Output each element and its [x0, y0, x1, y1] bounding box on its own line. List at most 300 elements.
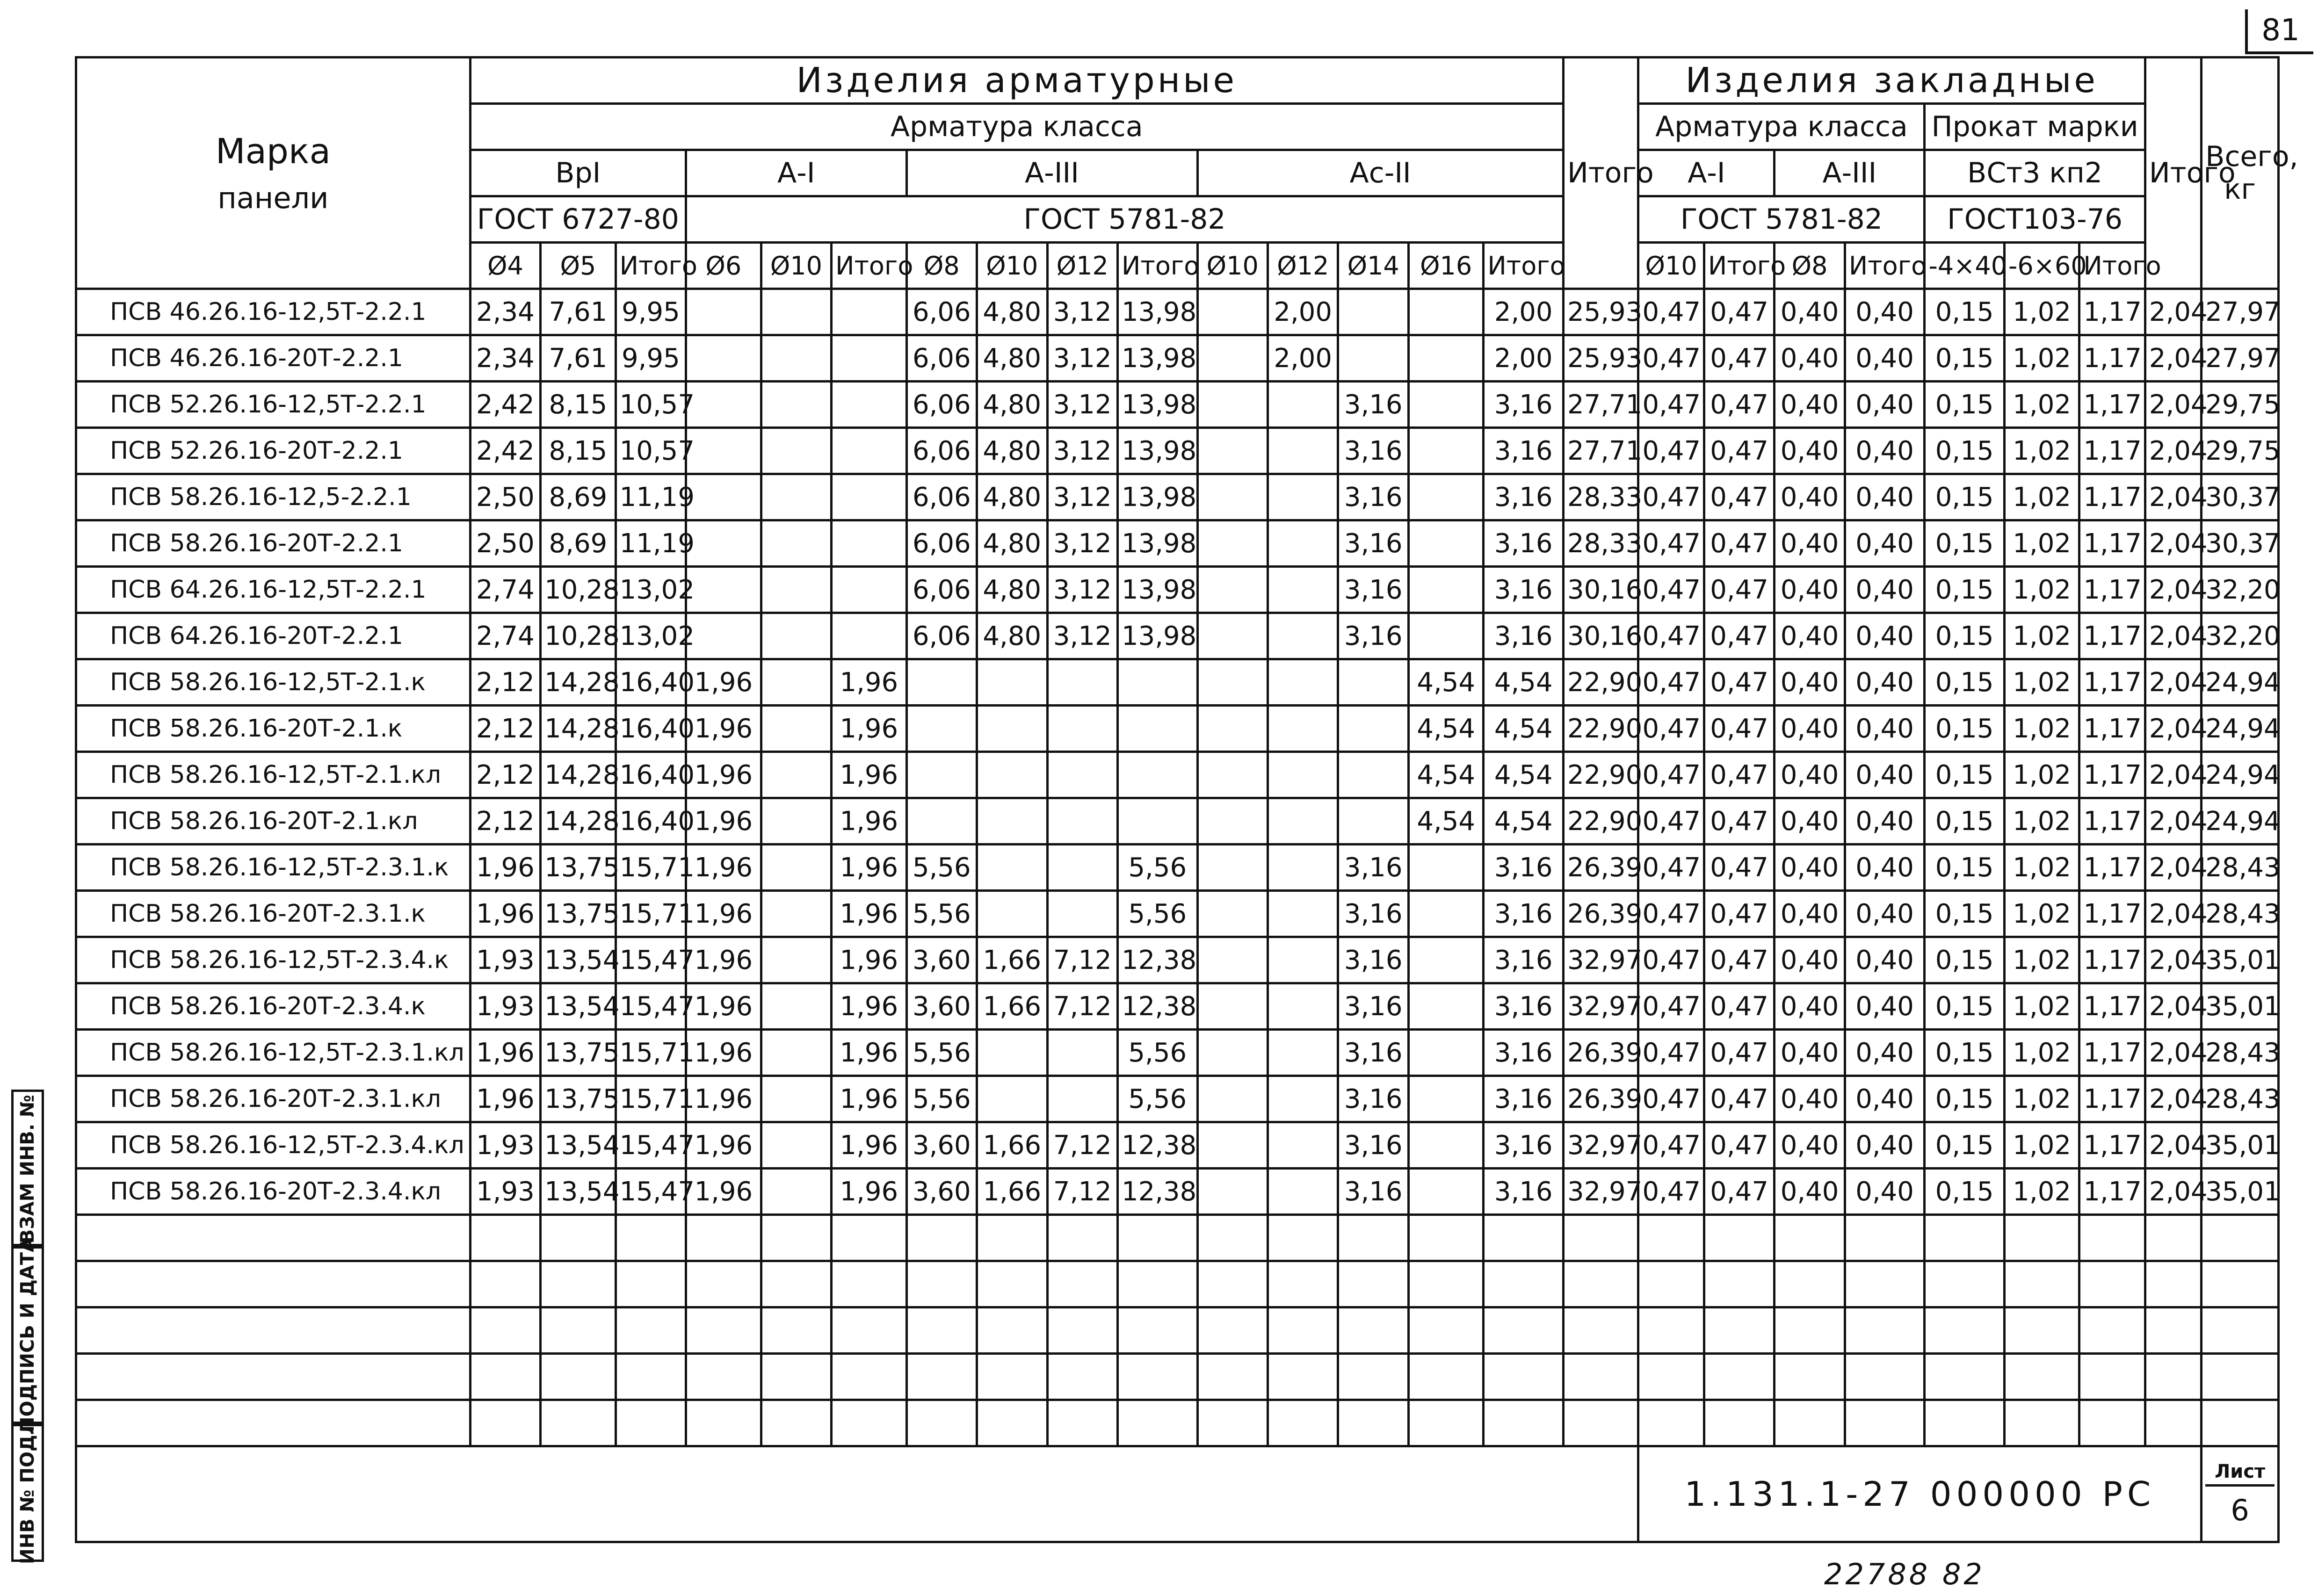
table-cell: 3,16 — [1484, 937, 1564, 983]
document-code: 1.131.1-27 000000 РС — [1638, 1446, 2202, 1542]
table-cell: 1,96 — [686, 706, 761, 752]
table-cell: 0,47 — [1704, 382, 1774, 428]
table-cell: 13,98 — [1117, 474, 1197, 520]
table-cell: 3,16 — [1484, 613, 1564, 659]
table-row — [76, 845, 2279, 891]
table-cell: 6,06 — [906, 382, 977, 428]
blank-cell — [2145, 1215, 2201, 1261]
blank-cell — [1197, 1354, 1268, 1400]
table-cell — [977, 891, 1047, 937]
table-cell: 3,12 — [1047, 520, 1117, 567]
blank-cell — [686, 1261, 761, 1307]
blank-cell — [1117, 1307, 1197, 1354]
blank-cell — [2202, 1261, 2279, 1307]
table-cell — [1268, 1076, 1338, 1122]
blank-cell — [1484, 1400, 1564, 1446]
blank-cell — [470, 1400, 540, 1446]
table-cell — [686, 520, 761, 567]
table-cell: 1,02 — [2004, 1076, 2079, 1122]
table-cell: 1,02 — [2004, 382, 2079, 428]
table-cell: 1,02 — [2004, 1030, 2079, 1076]
table-cell: 2,50 — [470, 474, 540, 520]
table-cell: 13,98 — [1117, 335, 1197, 382]
table-cell: 1,02 — [2004, 706, 2079, 752]
table-cell: 1,02 — [2004, 845, 2079, 891]
panel-mark: ПСВ 46.26.16-20Т-2.2.1 — [76, 335, 471, 382]
table-cell: 0,40 — [1775, 1030, 1845, 1076]
table-cell: 6,06 — [906, 567, 977, 613]
table-cell: 1,96 — [470, 891, 540, 937]
table-cell: 1,02 — [2004, 428, 2079, 474]
blank-cell — [1117, 1261, 1197, 1307]
blank-cell — [686, 1354, 761, 1400]
blank-cell — [2145, 1354, 2201, 1400]
blank-cell — [541, 1400, 616, 1446]
table-cell: 13,54 — [541, 937, 616, 983]
panel-mark: ПСВ 58.26.16-20Т-2.2.1 — [76, 520, 471, 567]
table-cell: 1,02 — [2004, 520, 2079, 567]
table-cell — [1047, 1030, 1117, 1076]
table-cell: 3,60 — [906, 983, 977, 1030]
blank-cell — [541, 1354, 616, 1400]
blank-cell — [977, 1215, 1047, 1261]
table-cell: 0,15 — [1925, 567, 2005, 613]
table-cell: 0,15 — [1925, 983, 2005, 1030]
blank-cell — [1484, 1354, 1564, 1400]
blank-cell — [1563, 1261, 1638, 1307]
table-cell: 0,15 — [1925, 1122, 2005, 1169]
blank-cell — [1268, 1354, 1338, 1400]
table-cell — [1197, 335, 1268, 382]
table-cell — [1408, 382, 1484, 428]
table-cell: 0,47 — [1638, 382, 1704, 428]
table-cell: 5,56 — [906, 891, 977, 937]
table-cell — [761, 520, 831, 567]
table-cell: 3,16 — [1484, 891, 1564, 937]
za3-header: А-III — [1775, 150, 1925, 196]
table-cell: 6,06 — [906, 520, 977, 567]
table-cell: 0,47 — [1638, 798, 1704, 845]
table-cell: 6,06 — [906, 335, 977, 382]
sheet-label: Лист — [2205, 1461, 2275, 1487]
table-cell: 2,04 — [2145, 1122, 2201, 1169]
table-cell: 4,80 — [977, 289, 1047, 335]
table-cell: 0,40 — [1845, 428, 1925, 474]
vsego-header: Всего, кг — [2202, 58, 2279, 289]
itogo-arm-header: Итого — [1563, 58, 1638, 289]
blank-cell — [470, 1307, 540, 1354]
blank-cell — [1117, 1215, 1197, 1261]
table-cell: 26,39 — [1563, 891, 1638, 937]
table-cell: 3,60 — [906, 1122, 977, 1169]
table-cell: 1,02 — [2004, 891, 2079, 937]
table-cell — [1197, 798, 1268, 845]
table-cell: 35,01 — [2202, 1169, 2279, 1215]
table-cell — [1197, 937, 1268, 983]
table-cell: 0,15 — [1925, 1030, 2005, 1076]
table-cell — [1197, 567, 1268, 613]
table-cell: 5,56 — [906, 845, 977, 891]
table-cell: 2,34 — [470, 289, 540, 335]
table-cell — [832, 289, 907, 335]
page-number: 81 — [2245, 9, 2313, 54]
table-cell: 10,28 — [541, 613, 616, 659]
table-cell: 0,47 — [1704, 520, 1774, 567]
table-cell: 8,69 — [541, 520, 616, 567]
table-cell — [1197, 845, 1268, 891]
table-cell — [761, 474, 831, 520]
table-cell: 4,54 — [1484, 752, 1564, 798]
mark-header: Марка панели — [76, 58, 471, 289]
table-cell: 2,12 — [470, 706, 540, 752]
specification-table — [75, 56, 2298, 1543]
table-cell: 0,40 — [1845, 1169, 1925, 1215]
blank-cell — [1197, 1400, 1268, 1446]
table-cell: 3,16 — [1338, 891, 1408, 937]
blank-row — [76, 1354, 2279, 1400]
blank-cell — [1117, 1354, 1197, 1400]
table-cell: 16,40 — [616, 659, 686, 706]
blank-cell — [616, 1354, 686, 1400]
table-cell: 8,15 — [541, 428, 616, 474]
table-cell: 0,15 — [1925, 706, 2005, 752]
table-cell: 15,47 — [616, 937, 686, 983]
table-cell: 1,02 — [2004, 613, 2079, 659]
panel-mark: ПСВ 58.26.16-20Т-2.3.4.к — [76, 983, 471, 1030]
table-cell: 0,40 — [1775, 891, 1845, 937]
blank-cell — [906, 1354, 977, 1400]
blank-cell — [1638, 1354, 1704, 1400]
table-cell: 1,17 — [2079, 474, 2145, 520]
table-cell: 13,98 — [1117, 289, 1197, 335]
table-cell: 2,12 — [470, 752, 540, 798]
table-cell: 10,57 — [616, 428, 686, 474]
table-cell: 3,12 — [1047, 382, 1117, 428]
blank-cell — [2202, 1215, 2279, 1261]
table-cell: 3,16 — [1338, 845, 1408, 891]
table-cell: 3,12 — [1047, 567, 1117, 613]
table-cell — [977, 798, 1047, 845]
blank-cell — [1638, 1215, 1704, 1261]
table-cell: 0,47 — [1704, 706, 1774, 752]
blank-cell — [1925, 1400, 2005, 1446]
table-cell — [1268, 613, 1338, 659]
za1-header: А-I — [1638, 150, 1775, 196]
table-cell: 1,17 — [2079, 289, 2145, 335]
blank-cell — [2079, 1400, 2145, 1446]
table-cell: 1,96 — [832, 1169, 907, 1215]
table-cell — [1197, 706, 1268, 752]
table-cell: 0,47 — [1638, 335, 1704, 382]
table-cell: 35,01 — [2202, 983, 2279, 1030]
table-cell: 0,40 — [1775, 289, 1845, 335]
table-cell: 1,96 — [832, 1122, 907, 1169]
table-cell — [761, 706, 831, 752]
blank-cell — [1845, 1400, 1925, 1446]
blank-cell — [1704, 1354, 1774, 1400]
blank-cell — [1408, 1354, 1484, 1400]
column-header: Ø6 — [686, 243, 761, 289]
table-cell: 1,02 — [2004, 1122, 2079, 1169]
table-cell: 9,95 — [616, 289, 686, 335]
blank-cell — [2079, 1215, 2145, 1261]
table-cell: 0,47 — [1638, 1030, 1704, 1076]
table-cell — [1268, 520, 1338, 567]
panel-mark: ПСВ 58.26.16-12,5Т-2.3.4.кл — [76, 1122, 471, 1169]
table-cell: 13,98 — [1117, 382, 1197, 428]
table-cell: 7,12 — [1047, 983, 1117, 1030]
panel-mark: ПСВ 58.26.16-20Т-2.3.1.кл — [76, 1076, 471, 1122]
blank-cell — [1775, 1354, 1845, 1400]
table-cell: 1,96 — [832, 937, 907, 983]
table-cell: 16,40 — [616, 752, 686, 798]
blank-cell — [76, 1261, 471, 1307]
prokat-marki-header: Прокат марки — [1925, 104, 2145, 150]
table-cell — [761, 289, 831, 335]
table-cell — [832, 613, 907, 659]
table-cell — [977, 659, 1047, 706]
table-cell: 15,47 — [616, 983, 686, 1030]
table-cell: 0,40 — [1775, 567, 1845, 613]
table-cell — [1197, 1169, 1268, 1215]
table-cell: 5,56 — [1117, 1076, 1197, 1122]
table-cell: 1,93 — [470, 983, 540, 1030]
table-cell: 0,47 — [1704, 567, 1774, 613]
table-cell — [761, 845, 831, 891]
blank-cell — [470, 1354, 540, 1400]
table-row — [76, 891, 2279, 937]
blank-cell — [2202, 1400, 2279, 1446]
table-cell: 2,04 — [2145, 567, 2201, 613]
column-header: Итого — [2079, 243, 2145, 289]
table-cell: 0,40 — [1775, 520, 1845, 567]
table-cell: 13,02 — [616, 567, 686, 613]
table-cell: 3,60 — [906, 1169, 977, 1215]
table-cell: 1,02 — [2004, 659, 2079, 706]
blank-cell — [2145, 1400, 2201, 1446]
table-cell: 15,71 — [616, 891, 686, 937]
table-cell: 11,19 — [616, 474, 686, 520]
blank-cell — [616, 1215, 686, 1261]
table-cell: 25,93 — [1563, 289, 1638, 335]
table-cell: 0,15 — [1925, 428, 2005, 474]
table-cell: 12,38 — [1117, 983, 1197, 1030]
table-cell: 12,38 — [1117, 1169, 1197, 1215]
table-row — [76, 983, 2279, 1030]
column-header: Ø8 — [1775, 243, 1845, 289]
table-cell — [686, 382, 761, 428]
panel-mark: ПСВ 58.26.16-20Т-2.1.к — [76, 706, 471, 752]
blank-cell — [832, 1400, 907, 1446]
table-cell: 0,47 — [1638, 567, 1704, 613]
a1-header: А-I — [686, 150, 906, 196]
table-row — [76, 706, 2279, 752]
gost-bp-header: ГОСТ 6727-80 — [470, 196, 686, 243]
table-cell: 0,40 — [1845, 567, 1925, 613]
table-cell — [761, 428, 831, 474]
table-cell: 1,17 — [2079, 428, 2145, 474]
table-cell — [761, 1076, 831, 1122]
table-cell: 0,40 — [1845, 937, 1925, 983]
panel-mark: ПСВ 58.26.16-12,5Т-2.3.1.к — [76, 845, 471, 891]
table-cell: 27,71 — [1563, 428, 1638, 474]
table-cell: 4,80 — [977, 382, 1047, 428]
table-cell — [977, 752, 1047, 798]
table-cell: 6,06 — [906, 474, 977, 520]
table-cell — [832, 474, 907, 520]
table-cell: 1,17 — [2079, 845, 2145, 891]
table-cell: 2,04 — [2145, 891, 2201, 937]
table-cell: 1,96 — [832, 798, 907, 845]
table-cell: 0,47 — [1638, 659, 1704, 706]
column-header: Итого — [616, 243, 686, 289]
table-cell — [1197, 474, 1268, 520]
table-cell: 2,04 — [2145, 1030, 2201, 1076]
panel-mark: ПСВ 52.26.16-20Т-2.2.1 — [76, 428, 471, 474]
blank-cell — [2079, 1261, 2145, 1307]
table-cell: 3,16 — [1338, 428, 1408, 474]
blank-cell — [686, 1400, 761, 1446]
table-row — [76, 1169, 2279, 1215]
table-cell: 0,47 — [1704, 983, 1774, 1030]
table-cell: 1,17 — [2079, 706, 2145, 752]
table-cell: 1,66 — [977, 937, 1047, 983]
table-row — [76, 1122, 2279, 1169]
table-cell: 2,04 — [2145, 1076, 2201, 1122]
table-cell: 0,15 — [1925, 335, 2005, 382]
blank-cell — [76, 1215, 471, 1261]
table-cell: 1,96 — [686, 1122, 761, 1169]
table-cell: 13,75 — [541, 1076, 616, 1122]
table-cell: 0,47 — [1638, 289, 1704, 335]
table-cell — [1197, 613, 1268, 659]
table-cell — [832, 382, 907, 428]
table-cell: 3,16 — [1484, 382, 1564, 428]
blank-cell — [2202, 1307, 2279, 1354]
vst3-header: ВСт3 кп2 — [1925, 150, 2145, 196]
blank-cell — [1775, 1261, 1845, 1307]
blank-cell — [2145, 1261, 2201, 1307]
table-cell: 0,47 — [1638, 983, 1704, 1030]
table-cell: 2,34 — [470, 335, 540, 382]
table-cell: 5,56 — [1117, 891, 1197, 937]
table-cell: 1,02 — [2004, 335, 2079, 382]
blank-cell — [541, 1307, 616, 1354]
blank-cell — [2004, 1354, 2079, 1400]
table-cell: 1,96 — [470, 1030, 540, 1076]
blank-cell — [906, 1261, 977, 1307]
table-cell: 0,40 — [1775, 845, 1845, 891]
table-cell: 0,47 — [1638, 428, 1704, 474]
blank-cell — [2004, 1215, 2079, 1261]
table-cell: 0,15 — [1925, 891, 2005, 937]
table-cell: 0,47 — [1704, 1076, 1774, 1122]
table-cell: 32,97 — [1563, 983, 1638, 1030]
blank-cell — [2202, 1354, 2279, 1400]
table-cell — [761, 798, 831, 845]
blank-cell — [977, 1307, 1047, 1354]
blank-cell — [1563, 1354, 1638, 1400]
blank-cell — [1925, 1215, 2005, 1261]
table-cell: 0,47 — [1638, 937, 1704, 983]
table-cell: 3,16 — [1338, 983, 1408, 1030]
blank-cell — [977, 1261, 1047, 1307]
table-cell: 13,98 — [1117, 520, 1197, 567]
table-cell — [977, 1076, 1047, 1122]
table-cell: 0,40 — [1845, 1076, 1925, 1122]
table-cell — [761, 382, 831, 428]
table-cell: 26,39 — [1563, 845, 1638, 891]
table-cell — [761, 983, 831, 1030]
table-cell: 1,02 — [2004, 1169, 2079, 1215]
table-row — [76, 752, 2279, 798]
blank-cell — [906, 1307, 977, 1354]
table-cell: 1,17 — [2079, 937, 2145, 983]
table-cell — [761, 1122, 831, 1169]
table-cell: 24,94 — [2202, 659, 2279, 706]
table-cell — [832, 567, 907, 613]
table-cell: 3,60 — [906, 937, 977, 983]
blank-cell — [1845, 1354, 1925, 1400]
table-cell: 1,96 — [832, 659, 907, 706]
table-cell: 0,47 — [1638, 891, 1704, 937]
table-cell — [906, 706, 977, 752]
table-cell — [1408, 891, 1484, 937]
blank-cell — [761, 1261, 831, 1307]
blank-cell — [2004, 1261, 2079, 1307]
table-cell: 28,43 — [2202, 1030, 2279, 1076]
blank-cell — [1704, 1215, 1774, 1261]
blank-cell — [1047, 1307, 1117, 1354]
table-cell — [761, 937, 831, 983]
table-cell: 22,90 — [1563, 752, 1638, 798]
blank-cell — [977, 1354, 1047, 1400]
table-cell: 27,71 — [1563, 382, 1638, 428]
table-cell: 1,02 — [2004, 567, 2079, 613]
table-cell — [1408, 520, 1484, 567]
column-header: Ø10 — [1638, 243, 1704, 289]
table-cell — [1268, 659, 1338, 706]
table-cell: 30,37 — [2202, 474, 2279, 520]
blank-cell — [541, 1261, 616, 1307]
table-cell: 3,16 — [1338, 1076, 1408, 1122]
blank-cell — [832, 1261, 907, 1307]
table-cell: 2,74 — [470, 567, 540, 613]
blank-cell — [906, 1215, 977, 1261]
table-cell — [761, 752, 831, 798]
table-cell: 2,04 — [2145, 706, 2201, 752]
blank-cell — [1047, 1261, 1117, 1307]
table-cell: 29,75 — [2202, 428, 2279, 474]
table-cell: 1,17 — [2079, 798, 2145, 845]
panel-mark: ПСВ 46.26.16-12,5Т-2.2.1 — [76, 289, 471, 335]
table-cell: 13,54 — [541, 1169, 616, 1215]
table-cell: 27,97 — [2202, 289, 2279, 335]
blank-cell — [1704, 1307, 1774, 1354]
table-cell: 3,16 — [1338, 937, 1408, 983]
table-cell: 0,15 — [1925, 520, 2005, 567]
blank-cell — [1704, 1400, 1774, 1446]
table-cell: 27,97 — [2202, 335, 2279, 382]
table-cell — [1197, 1030, 1268, 1076]
table-cell: 0,40 — [1845, 983, 1925, 1030]
table-cell: 4,54 — [1408, 752, 1484, 798]
table-cell: 0,15 — [1925, 613, 2005, 659]
blank-cell — [616, 1261, 686, 1307]
blank-cell — [1268, 1400, 1338, 1446]
table-cell: 0,47 — [1704, 474, 1774, 520]
table-cell: 0,47 — [1704, 891, 1774, 937]
